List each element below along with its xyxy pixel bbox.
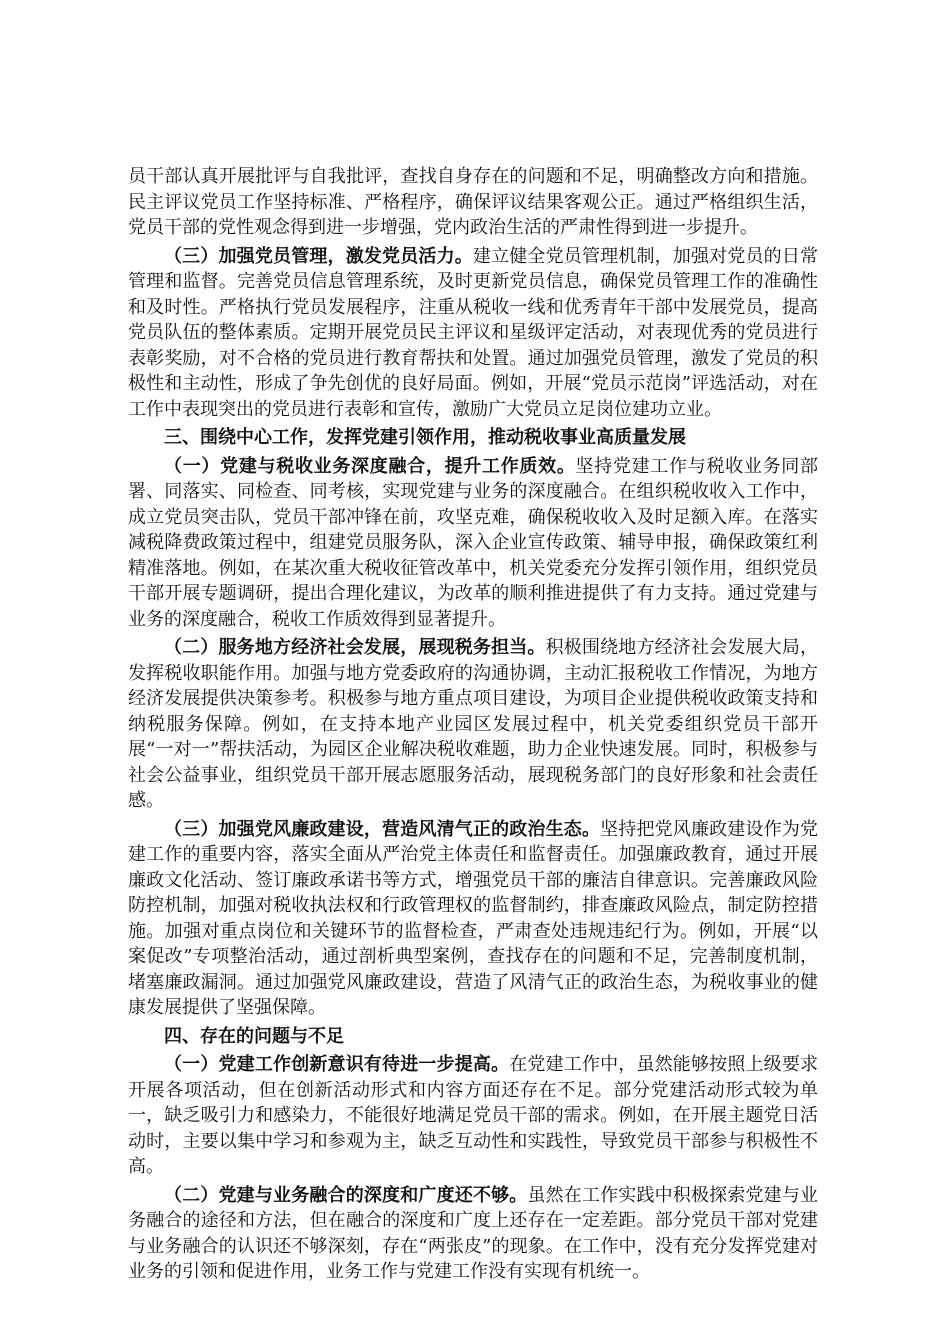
paragraph-body: 坚持党建工作与税收业务同部署、同落实、同检查、同考核，实现党建与业务的深度融合。在组织税收收入工作中，成立党员突击队，党员干部冲锋在前，攻坚克难，确保税收收入及时足额入库。在落实减税降费政策过程中，组建党员服务队，深入企业宣传政策、辅导申报，确保政策红利精准落地。例如，在某次重大税收征管改革中，机关党委充分发挥引领作用，组织党员干部开展专题调研，提出合理化建议，为改革的顺利推进提供了有力支持。通过党建与业务的深度融合，税收工作质效得到显著提升。	[128, 455, 819, 630]
paragraph-lead: （三）加强党员管理，激发党员活力。	[164, 245, 473, 267]
paragraph-lead: （一）党建工作创新意识有待进一步提高。	[164, 1054, 510, 1075]
section-heading-3: 三、围绕中心工作，发挥党建引领作用，推动税收事业高质量发展	[164, 427, 686, 448]
paragraph-body: 在党建工作中，虽然能够按照上级要求开展各项活动，但在创新活动形式和内容方面还存在不足。部分党建活动形式较为单一，缺乏吸引力和感染力，不能很好地满足党员干部的需求。例如，在开展主题党日活动时，主要以集中学习和参观为主，缺乏互动性和实践性，导致党员干部参与积极性不高。	[128, 1054, 819, 1177]
section-heading-4: 四、存在的问题与不足	[164, 1025, 344, 1047]
paragraph-integrity	[128, 817, 818, 1021]
paragraph-body: 坚持把党风廉政建设作为党建工作的重要内容，落实全面从严治党主体责任和监督责任。加强廉政教育，通过开展廉政文化活动、签订廉政承诺书等方式，增强党员干部的廉洁自律意识。完善廉政风险防控机制，加强对税收执法权和行政管理权的监督制约，排查廉政风险点，制定防控措施。加强对重点岗位和关键环节的监督检查，严肃查处违规违纪行为。例如，开展“以案促改”专项整治活动，通过剖析典型案例，查找存在的问题和不足，完善制度机制，堵塞廉政漏洞。通过加强党风廉政建设，营造了风清气正的政治生态，为税收事业的健康发展提供了坚强保障。	[128, 818, 819, 1018]
paragraph-member-management	[128, 244, 818, 423]
paragraph-local-economy	[128, 635, 818, 814]
paragraph-lead: （一）党建与税收业务深度融合，提升工作质效。	[164, 455, 576, 477]
paragraph-body: 积极围绕地方经济社会发展大局，发挥税收职能作用。加强与地方党委政府的沟通协调，主动汇报税收工作情况，为地方经济发展提供决策参考。积极参与地方重点项目建设，为项目企业提供税收政策支持和纳税服务保障。例如，在支持本地产业园区发展过程中，机关党委组织党员干部开展“一对一”帮扶活动，为园区企业解决税收难题，助力企业快速发展。同时，积极参与社会公益事业，组织党员干部开展志愿服务活动，展现税务部门的良好形象和社会责任感。	[128, 637, 819, 811]
paragraph-body: 虽然在工作实践中积极探索党建与业务融合的途径和方法，但在融合的深度和广度上还存在一定差距。部分党员干部对党建与业务融合的认识还不够深刻，存在“两张皮”的现象。在工作中，没有充分发挥党建对业务的引领和促进作用，业务工作与党建工作没有实现有机统一。	[128, 1184, 819, 1282]
paragraph-lead: （二）服务地方经济社会发展，展现税务担当。	[164, 637, 546, 658]
paragraph-body: 建立健全党员管理机制，加强对党员的日常管理和监督。完善党员信息管理系统，及时更新党员信息，确保党员管理工作的准确性和及时性。严格执行党员发展程序，注重从税收一线和优秀青年干部中发展党员，提高党员队伍的整体素质。定期开展党员民主评议和星级评定活动，对表现优秀的党员进行表彰奖励，对不合格的党员进行教育帮扶和处置。通过加强党员管理，激发了党员的积极性和主动性，形成了争先创优的良好局面。例如，开展“党员示范岗”评选活动，对在工作中表现突出的党员进行表彰和宣传，激励广大党员立足岗位建功立业。	[128, 245, 819, 420]
document-page	[128, 164, 818, 1288]
paragraph-lead: （二）党建与业务融合的深度和广度还不够。	[164, 1184, 528, 1206]
paragraph-integration-depth	[128, 1183, 818, 1285]
paragraph-innovation	[128, 1052, 818, 1180]
paragraph-lead: （三）加强党风廉政建设，营造风清气正的政治生态。	[164, 818, 601, 840]
paragraph-continuation: 员干部认真开展批评与自我批评，查找自身存在的问题和不足，明确整改方向和措施。民主评议党员工作坚持标准、严格程序，确保评议结果客观公正。通过严格组织生活，党员干部的党性观念得到进一步增强，党内政治生活的严肃性得到进一步提升。	[128, 166, 818, 238]
paragraph-business-integration	[128, 454, 818, 633]
